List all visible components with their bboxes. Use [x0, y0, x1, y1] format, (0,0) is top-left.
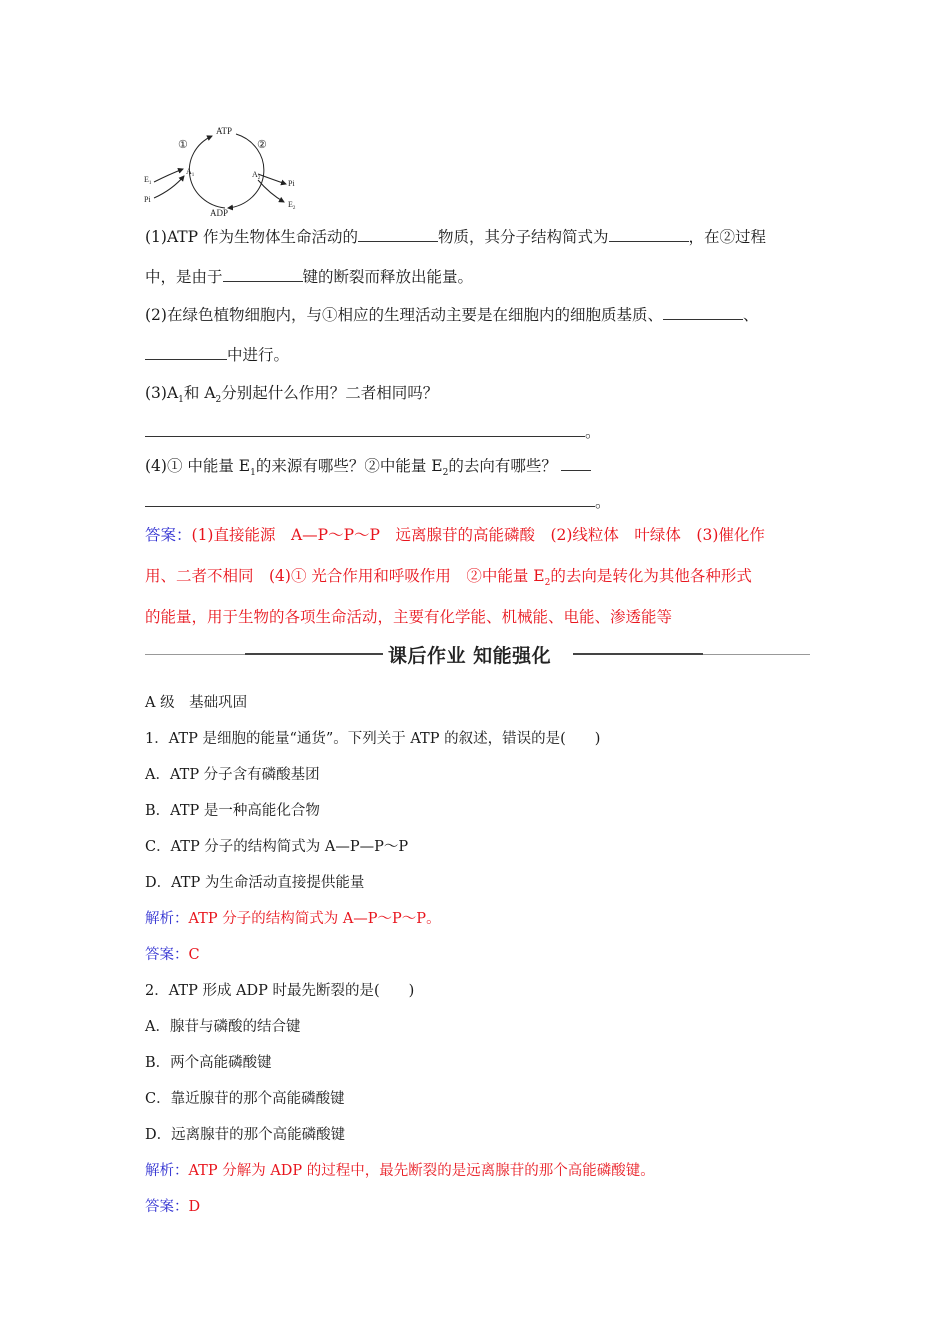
question-4-answer-row: 。: [145, 490, 611, 512]
a2-label: $A_2$: [252, 170, 261, 181]
q2-option-a[interactable]: A．腺苷与磷酸的结合键: [145, 1019, 301, 1035]
answer-line-1: 答案：(1)直接能源 A—P～P～P 远离腺苷的高能磷酸 (2)线粒体 叶绿体 (3)催化作: [145, 526, 765, 544]
pi-right-label: Pi: [288, 179, 295, 188]
section-title: 课后作业 知能强化: [388, 645, 552, 667]
section-header: [145, 640, 810, 670]
divider-right-dark: [573, 653, 703, 655]
question-1-line-1: (1)ATP 作为生物体生命活动的 物质，其分子结构简式为 ，在②过程: [145, 228, 767, 246]
q2-option-d[interactable]: D．远离腺苷的那个高能磷酸键: [145, 1127, 346, 1143]
answer-label: 答案：: [145, 526, 192, 544]
q2-stem: 2．ATP 形成 ADP 时最先断裂的是( ): [145, 983, 415, 999]
q1-option-a[interactable]: A．ATP 分子含有磷酸基团: [145, 767, 320, 783]
divider-right-light: [703, 654, 810, 655]
blank-field[interactable]: [561, 456, 591, 471]
question-3-line: $(3)A_1$和 $A_2$分别起什么作用？二者相同吗？: [145, 384, 439, 406]
a1-label: $A_1$: [186, 167, 195, 178]
question-2-line-2: 中进行。: [145, 345, 289, 365]
q1-option-b[interactable]: B．ATP 是一种高能化合物: [145, 803, 320, 819]
e1-arrow: [154, 169, 183, 182]
blank-field[interactable]: [223, 267, 303, 282]
q2-option-b[interactable]: B．两个高能磷酸键: [145, 1055, 272, 1071]
level-heading: A 级 基础巩固: [145, 695, 248, 711]
answer-line-field[interactable]: [145, 492, 595, 507]
answer-line-3: 的能量，用于生物的各项生命活动，主要有化学能、机械能、电能、渗透能等: [145, 608, 673, 626]
divider-left-dark: [245, 653, 383, 655]
e1-label: $E_1$: [144, 175, 152, 186]
pi-left-label: Pi: [144, 195, 151, 204]
q1-stem: 1．ATP 是细胞的能量“通货”。下列关于 ATP 的叙述，错误的是( ): [145, 731, 601, 747]
q1-option-d[interactable]: D．ATP 为生命活动直接提供能量: [145, 875, 365, 891]
q1-option-c[interactable]: C．ATP 分子的结构简式为 A—P—P～P: [145, 839, 409, 855]
e2-label: $E_2$: [288, 200, 296, 211]
q2-answer: 答案：D: [145, 1199, 201, 1215]
question-4-line: (4)① 中能量 $E_1$的来源有哪些？②中能量 $E_2$的去向有哪些？: [145, 456, 591, 483]
synthesis-arc: [189, 136, 225, 208]
divider-left-light: [145, 654, 245, 655]
blank-field[interactable]: [663, 305, 743, 320]
adp-label: ADP: [210, 208, 229, 218]
atp-cycle-diagram: [140, 124, 310, 220]
answer-line-field[interactable]: [145, 422, 585, 437]
answer-line-2: 用、二者不相同 (4)① 光合作用和呼吸作用 ②中能量 $E_2$的去向是转化为其他各种形式: [145, 567, 752, 589]
q1-answer: 答案：C: [145, 947, 200, 963]
step2-label: ②: [257, 139, 267, 151]
q2-analysis: 解析：ATP 分解为 ADP 的过程中，最先断裂的是远离腺苷的那个高能磷酸键。: [145, 1163, 655, 1179]
q2-option-c[interactable]: C．靠近腺苷的那个高能磷酸键: [145, 1091, 345, 1107]
blank-field[interactable]: [358, 227, 438, 242]
blank-field[interactable]: [609, 227, 689, 242]
question-3-answer-row: 。: [145, 420, 601, 442]
q1-analysis: 解析：ATP 分子的结构简式为 A—P～P～P。: [145, 911, 441, 927]
question-2-line-1: (2)在绿色植物细胞内，与①相应的生理活动主要是在细胞内的细胞质基质、 、: [145, 306, 759, 324]
question-1-line-2: 中，是由于 键的断裂而释放出能量。: [145, 268, 474, 286]
blank-field[interactable]: [145, 345, 227, 360]
step1-label: ①: [178, 139, 188, 151]
atp-label: ATP: [216, 126, 233, 136]
